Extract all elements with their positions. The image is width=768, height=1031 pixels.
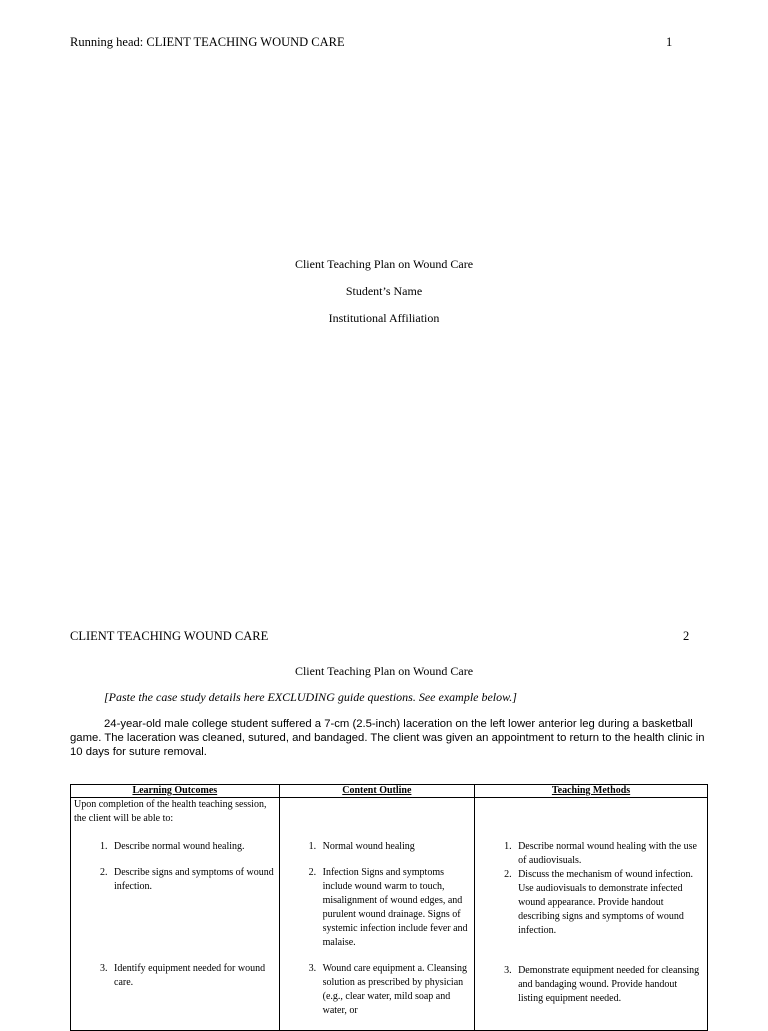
header-content-outline: Content Outline: [279, 785, 474, 798]
list-item: 1. Describe normal wound healing.: [110, 840, 276, 854]
page-number-2: 2: [683, 629, 690, 643]
student-name: Student’s Name: [345, 284, 423, 298]
teaching-methods-cell: [475, 798, 708, 1031]
content-outline-cell: [279, 798, 474, 1031]
header-learning-outcomes: Learning Outcomes: [71, 785, 280, 798]
title-page1: Client Teaching Plan on Wound Care: [294, 257, 474, 271]
title-page2: Client Teaching Plan on Wound Care: [294, 664, 474, 678]
running-head-page2: CLIENT TEACHING WOUND CARE: [70, 629, 269, 643]
list-item: 2. Infection Signs and symptoms include wound warm to touch, misalignment of wound edges, and purulent wound drainage. Signs of systemic infection include fever and malaise.: [319, 866, 471, 950]
running-head-page1: Running head: CLIENT TEACHING WOUND CARE: [70, 35, 345, 49]
case-study-paragraph: 24-year-old male college student suffered a 7-cm (2.5-inch) laceration on the left lower anterior leg during a basketball game. The laceration was cleaned, sutured, and bandaged. The client was given an appointment to return to the health clinic in 10 days for suture removal.: [70, 718, 705, 758]
table-row: [71, 798, 708, 1031]
list-item: 3. Demonstrate equipment needed for cleansing and bandaging wound. Provide handout listing equipment needed.: [514, 964, 704, 1006]
teaching-plan-table: [70, 784, 708, 1031]
list-item: 1. Describe normal wound healing with the use of audiovisuals.: [514, 840, 704, 868]
learning-outcomes-cell: [71, 798, 280, 1031]
list-item: 2. Describe signs and symptoms of wound infection.: [110, 866, 276, 894]
outcomes-list: [74, 840, 276, 990]
list-item: 1. Normal wound healing: [319, 840, 471, 854]
page-number-1: 1: [666, 35, 673, 49]
header-teaching-methods: Teaching Methods: [475, 785, 708, 798]
list-item: 3. Identify equipment needed for wound care.: [110, 962, 276, 990]
table-header-row: [71, 785, 708, 798]
outcomes-intro: Upon completion of the health teaching session, the client will be able to:: [74, 799, 267, 824]
institutional-affiliation: Institutional Affiliation: [328, 311, 440, 325]
instruction-note: [Paste the case study details here EXCLUDING guide questions. See example below.]: [104, 690, 517, 704]
list-item: 3. Wound care equipment a. Cleansing solution as prescribed by physician (e.g., clear water, mild soap and water, or: [319, 962, 471, 1018]
content-list: [283, 840, 471, 1018]
list-item: 2. Discuss the mechanism of wound infection. Use audiovisuals to demonstrate infected wound appearance. Provide handout describing signs and symptoms of wound infection.: [514, 868, 704, 938]
methods-list: [478, 840, 704, 1006]
